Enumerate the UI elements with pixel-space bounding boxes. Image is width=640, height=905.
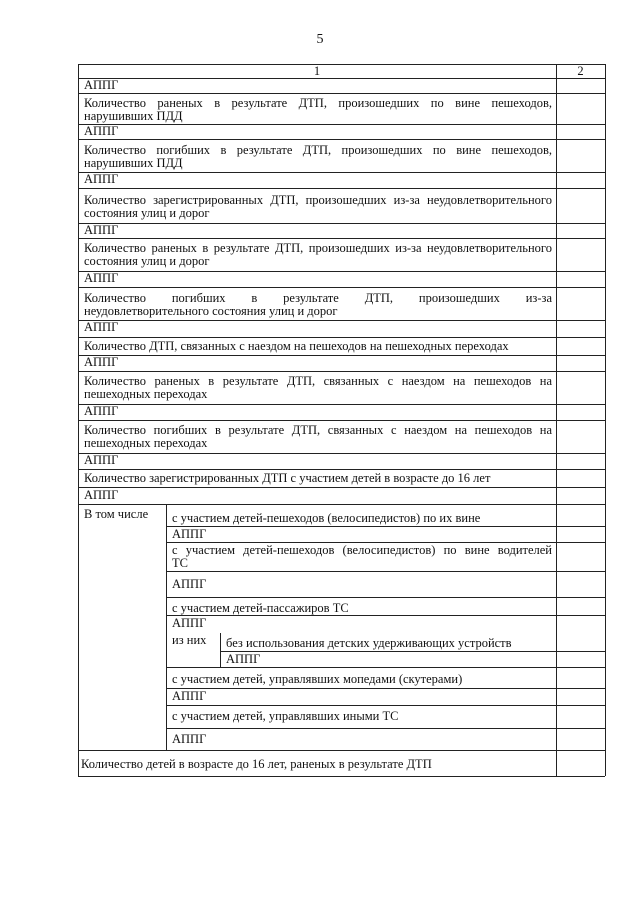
appg-label: АППГ (172, 527, 207, 541)
page-number: 5 (316, 32, 324, 47)
row-injured-crosswalk-cont: пешеходных переходах (84, 387, 208, 401)
appg-label: АППГ (84, 223, 119, 237)
column-header-2: 2 (577, 64, 584, 78)
row-children-other-vehicles: с участием детей, управлявших иными ТС (172, 709, 399, 723)
table-rule (166, 597, 605, 598)
table-rule (78, 188, 605, 189)
report-table (78, 64, 605, 776)
row-injured-crosswalk: Количество раненых в результате ДТП, связанных с наездом на пешеходов на (84, 374, 552, 388)
appg-label: АППГ (172, 689, 207, 703)
sub-subgroup-divider (220, 633, 221, 667)
table-border-right (605, 64, 606, 776)
row-no-child-restraints: без использования детских удерживающих устройств (226, 636, 512, 650)
table-rule (166, 705, 605, 706)
table-column-divider (556, 64, 557, 776)
table-rule (166, 728, 605, 729)
row-accidents-bad-roads: Количество зарегистрированных ДТП, произошедших из-за неудовлетворительного (84, 193, 552, 207)
appg-label: АППГ (84, 355, 119, 369)
table-rule (78, 78, 605, 79)
table-rule (78, 337, 605, 338)
table-rule (78, 504, 605, 505)
row-child-pedestrian-driver-fault-cont: ТС (172, 556, 188, 570)
appg-label: АППГ (84, 124, 119, 138)
row-injured-pedestrian-fault: Количество раненых в результате ДТП, произошедших по вине пешеходов, (84, 96, 552, 110)
appg-label: АППГ (84, 453, 119, 467)
appg-label: АППГ (172, 616, 207, 630)
row-child-pedestrian-driver-fault: с участием детей-пешеходов (велосипедистов) по вине водителей (172, 543, 552, 557)
row-crosswalk-accidents: Количество ДТП, связанных с наездом на пешеходов на пешеходных переходах (84, 339, 509, 353)
table-rule (166, 615, 605, 616)
table-rule (166, 526, 605, 527)
table-rule (78, 238, 605, 239)
row-injured-bad-roads: Количество раненых в результате ДТП, произошедших из-за неудовлетворительного (84, 241, 552, 255)
of-them-label: из них (172, 633, 207, 647)
row-killed-bad-roads-cont: неудовлетворительного состояния улиц и дорог (84, 304, 338, 318)
appg-label: АППГ (84, 271, 119, 285)
column-header-1: 1 (313, 64, 321, 78)
row-injured-pedestrian-fault-cont: нарушивших ПДД (84, 109, 183, 123)
table-rule (78, 404, 605, 405)
appg-label: АППГ (172, 577, 207, 591)
row-children-accidents: Количество зарегистрированных ДТП с участием детей в возрасте до 16 лет (84, 471, 491, 485)
row-child-passengers: с участием детей-пассажиров ТС (172, 601, 349, 615)
table-rule (78, 487, 605, 488)
table-rule (78, 271, 605, 272)
table-rule (78, 750, 605, 751)
subgroup-divider (166, 504, 167, 750)
table-rule (78, 469, 605, 470)
row-killed-crosswalk-cont: пешеходных переходах (84, 436, 208, 450)
table-rule (78, 453, 605, 454)
table-rule (166, 571, 605, 572)
table-rule (78, 287, 605, 288)
table-border-left (78, 64, 79, 776)
row-children-mopeds: с участием детей, управлявших мопедами (скутерами) (172, 672, 463, 686)
table-rule (78, 93, 605, 94)
row-killed-pedestrian-fault-cont: нарушивших ПДД (84, 156, 183, 170)
appg-label: АППГ (226, 652, 261, 666)
row-killed-bad-roads: Количество погибших в результате ДТП, произошедших из-за (84, 291, 552, 305)
row-accidents-bad-roads-cont: состояния улиц и дорог (84, 206, 210, 220)
table-rule (78, 320, 605, 321)
including-label: В том числе (84, 507, 149, 521)
row-killed-pedestrian-fault: Количество погибших в результате ДТП, произошедших по вине пешеходов, (84, 143, 552, 157)
table-rule (78, 124, 605, 125)
appg-label: АППГ (172, 732, 207, 746)
row-children-injured: Количество детей в возрасте до 16 лет, раненых в результате ДТП (81, 757, 432, 771)
appg-label: АППГ (84, 172, 119, 186)
table-rule (78, 223, 605, 224)
appg-label: АППГ (84, 488, 119, 502)
appg-label: АППГ (84, 78, 119, 92)
table-rule (78, 172, 605, 173)
row-injured-bad-roads-cont: состояния улиц и дорог (84, 254, 210, 268)
row-killed-crosswalk: Количество погибших в результате ДТП, связанных с наездом на пешеходов на (84, 423, 552, 437)
table-rule (78, 371, 605, 372)
table-rule (78, 355, 605, 356)
table-rule (220, 651, 605, 652)
row-child-pedestrian-own-fault: с участием детей-пешеходов (велосипедистов) по их вине (172, 511, 481, 525)
appg-label: АППГ (84, 320, 119, 334)
table-rule (166, 667, 605, 668)
appg-label: АППГ (84, 404, 119, 418)
table-rule (166, 688, 605, 689)
table-rule (78, 420, 605, 421)
table-rule (78, 776, 605, 777)
table-rule (78, 139, 605, 140)
